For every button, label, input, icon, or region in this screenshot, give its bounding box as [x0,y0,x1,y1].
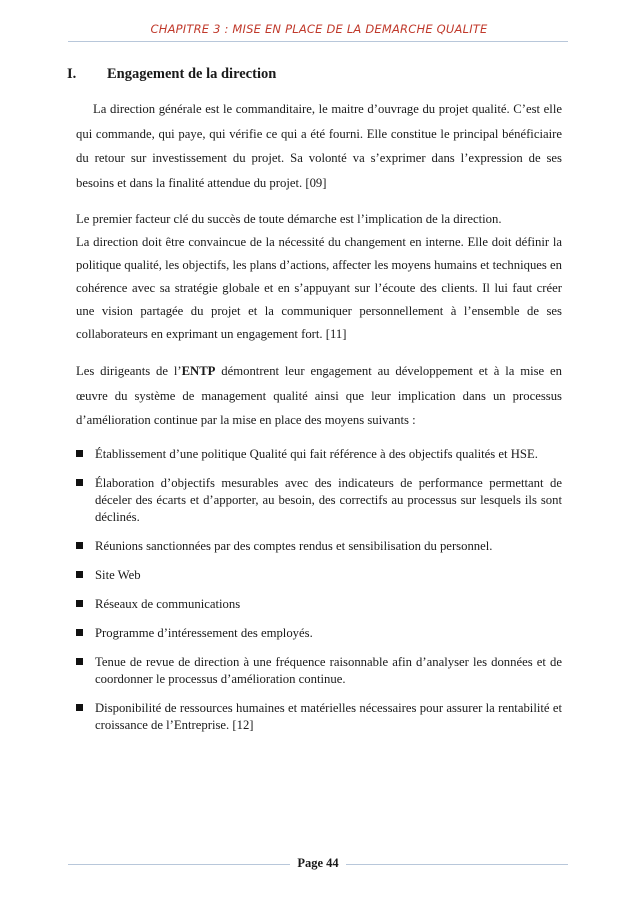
paragraph-conviction: La direction doit être convaincue de la nécessité du changement en interne. Elle doit définir la politique qualité, les objectifs, les plans d’actions, affecter les moyens humains et techniques en cohérence avec sa stratégie globale et en s’appuyant sur l’écoute des clients. Il lui faut créer une vision partagée du projet et la communiquer personnellement à l’ensemble de ses collaborateurs en exprimant un engagement fort. [11] [76,235,562,341]
paragraph-key-factor: Le premier facteur clé du succès de toute démarche est l’implication de la direction. [76,212,502,226]
entp-text-after: démontrent leur engagement au développement et à la mise en œuvre du système de management qualité ainsi que leur implication dans un processus d’amélioration continue par la mise en place des moyens suivants : [76,364,562,427]
square-bullet-icon [76,571,83,578]
list-item [76,596,562,613]
list-item-text: Établissement d’une politique Qualité qui fait référence à des objectifs qualités et HSE. [95,446,538,461]
entp-bold: ENTP [181,364,216,378]
page-body [67,66,562,746]
chapter-header: CHAPITRE 3 : MISE EN PLACE DE LA DEMARCHE QUALITE [150,22,488,36]
paragraph-direction [76,208,562,346]
entp-text-before: Les dirigeants de l’ [76,364,182,378]
list-item [76,538,562,555]
header-divider [68,41,568,42]
square-bullet-icon [76,479,83,486]
list-item-text: Site Web [95,567,141,582]
square-bullet-icon [76,704,83,711]
list-item-text: Élaboration d’objectifs mesurables avec des indicateurs de performance permettant de déceler des écarts et d’apporter, au besoin, des correctifs au processus sur lesquels ils sont déclinés. [95,475,562,524]
list-item [76,446,562,463]
list-item-text: Réunions sanctionnées par des comptes rendus et sensibilisation du personnel. [95,538,493,553]
list-item [76,567,562,584]
list-item-text: Programme d’intéressement des employés. [95,625,313,640]
square-bullet-icon [76,629,83,636]
list-item [76,654,562,688]
list-item [76,475,562,526]
section-title: Engagement de la direction [107,66,277,82]
page-number: Page 44 [297,856,339,870]
paragraph-intro: La direction générale est le commanditaire, le maitre d’ouvrage du projet qualité. C’est elle qui commande, qui paye, qui vérifie ce qui a été fourni. Elle constitue le principal bénéficiaire du retour sur investissement du projet. Sa volonté va s’exprimer dans l’expression de ses besoins et dans la finalité attendue du projet. [09] [76,102,562,190]
list-item-text: Tenue de revue de direction à une fréquence raisonnable afin d’analyser les données et de coordonner le processus d’amélioration continue. [95,654,562,686]
list-item [76,625,562,642]
section-heading [67,66,562,83]
square-bullet-icon [76,450,83,457]
footer-divider-left [68,864,290,865]
square-bullet-icon [76,542,83,549]
means-list [76,446,562,734]
list-item-text: Réseaux de communications [95,596,241,611]
footer-divider-right [346,864,568,865]
square-bullet-icon [76,600,83,607]
list-item-text: Disponibilité de ressources humaines et matérielles nécessaires pour assurer la rentabilité et croissance de l’Entreprise. [12] [95,700,562,732]
paragraph-entp [76,359,562,433]
square-bullet-icon [76,658,83,665]
section-number: I. [67,66,77,82]
list-item [76,700,562,734]
